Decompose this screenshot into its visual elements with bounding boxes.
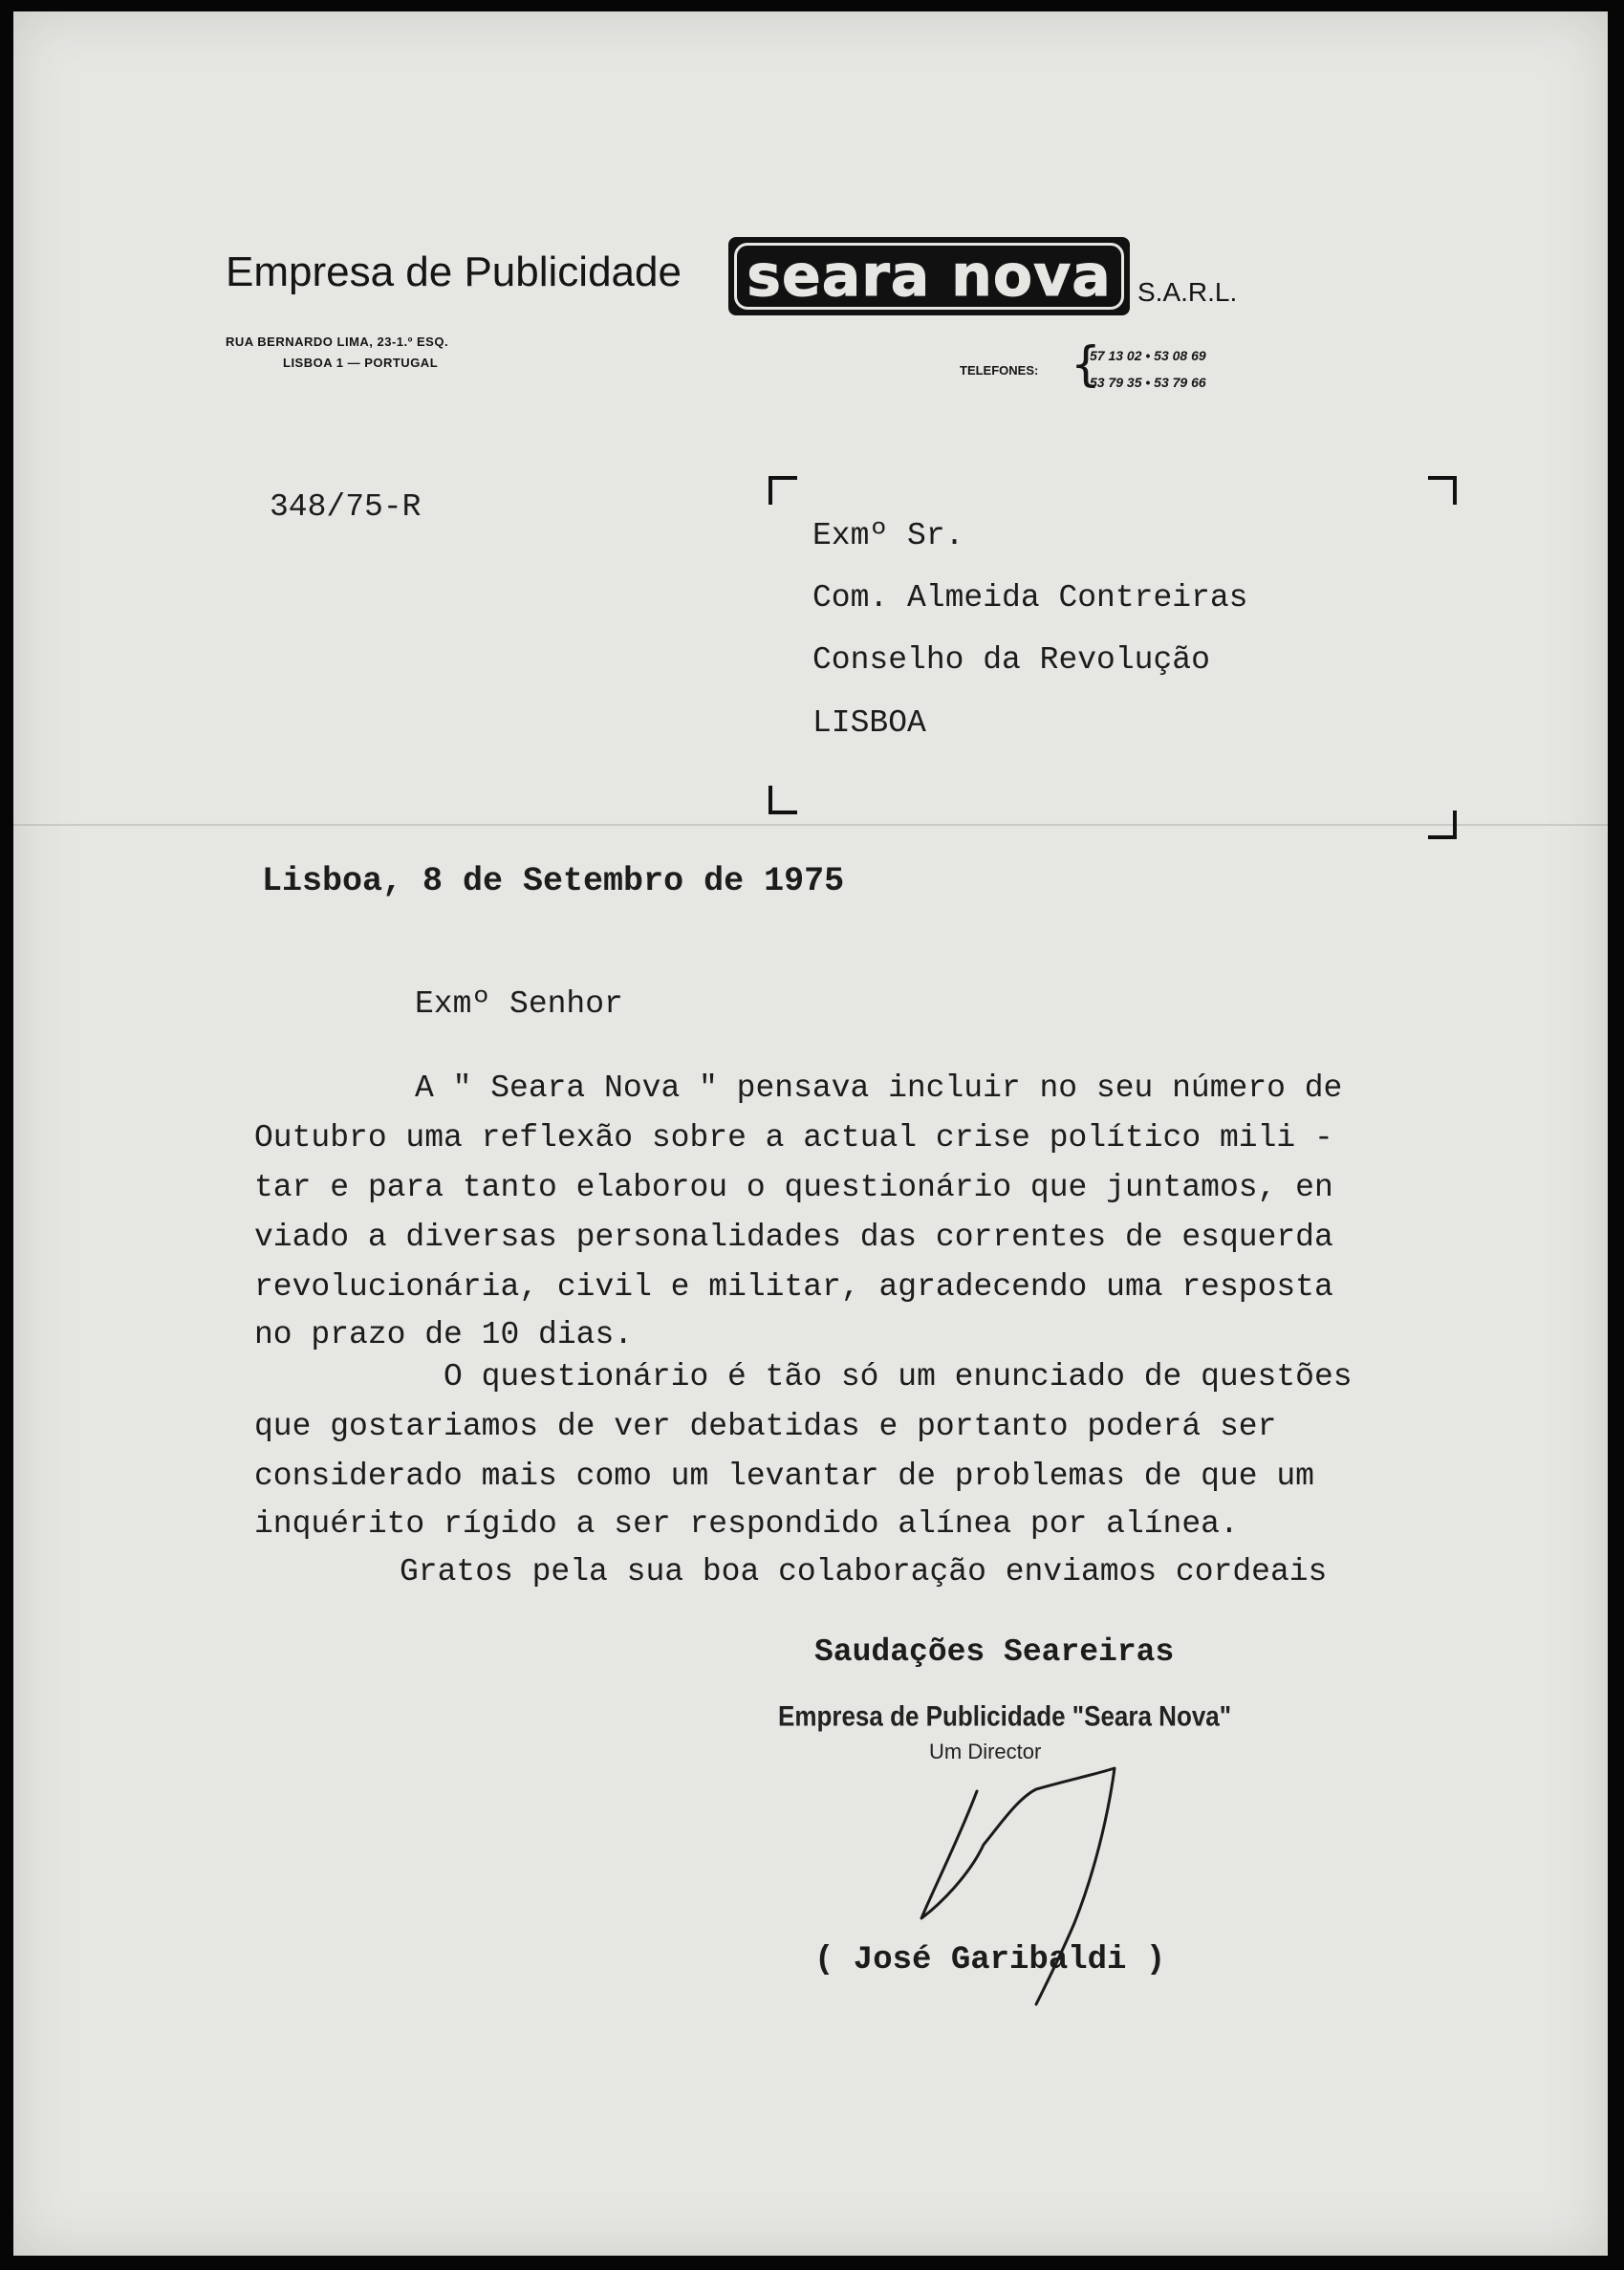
- body-line-1: A " Seara Nova " pensava incluir no seu número de: [415, 1070, 1343, 1106]
- logo-text: seara nova: [734, 243, 1123, 310]
- body-line-5: revolucionária, civil e militar, agradecendo uma resposta: [254, 1269, 1333, 1305]
- company-name: Empresa de Publicidade: [226, 249, 682, 295]
- body-line-6: no prazo de 10 dias.: [254, 1317, 634, 1352]
- body-line-3: tar e para tanto elaborou o questionário que juntamos, en: [254, 1170, 1333, 1205]
- body-line-11: Gratos pela sua boa colaboração enviamos cordeais: [400, 1554, 1328, 1589]
- address-line-2: LISBOA 1 — PORTUGAL: [283, 356, 439, 370]
- recipient-line-1: Exmº Sr.: [812, 518, 964, 553]
- window-corner-top-left: [769, 476, 797, 505]
- salutation: Exmº Senhor: [415, 986, 623, 1022]
- body-line-9: considerado mais como um levantar de problemas de que um: [254, 1459, 1314, 1494]
- window-corner-bottom-left: [769, 786, 797, 814]
- letter-date: Lisboa, 8 de Setembro de 1975: [262, 862, 845, 900]
- body-line-8: que gostariamos de ver debatidas e portanto poderá ser: [254, 1409, 1277, 1444]
- signer-name: ( José Garibaldi ): [814, 1942, 1166, 1978]
- window-corner-bottom-right: [1428, 811, 1457, 839]
- recipient-line-3: Conselho da Revolução: [812, 642, 1210, 678]
- reference-number: 348/75-R: [270, 489, 422, 525]
- recipient-line-4: LISBOA: [812, 705, 926, 741]
- paper-fold-line: [13, 824, 1608, 826]
- company-stamp-line-2: Um Director: [929, 1740, 1042, 1763]
- address-line-1: RUA BERNARDO LIMA, 23-1.º ESQ.: [226, 335, 449, 349]
- company-stamp-line-1: Empresa de Publicidade "Seara Nova": [778, 1698, 1232, 1733]
- seara-nova-logo: [728, 237, 1130, 315]
- company-suffix: S.A.R.L.: [1137, 277, 1238, 307]
- phones-label: TELEFONES:: [960, 363, 1039, 378]
- phones-brace: {: [1071, 336, 1101, 392]
- body-line-2: Outubro uma reflexão sobre a actual crise político mili -: [254, 1120, 1333, 1156]
- phones-line-2: 53 79 35 • 53 79 66: [1090, 375, 1206, 390]
- window-corner-top-right: [1428, 476, 1457, 505]
- body-line-4: viado a diversas personalidades das correntes de esquerda: [254, 1220, 1333, 1255]
- letter-page: [13, 11, 1608, 2256]
- recipient-line-2: Com. Almeida Contreiras: [812, 580, 1248, 616]
- body-line-10: inquérito rígido a ser respondido alínea por alínea.: [254, 1506, 1239, 1542]
- body-line-7: O questionário é tão só um enunciado de questões: [444, 1359, 1353, 1394]
- phones-line-1: 57 13 02 • 53 08 69: [1090, 348, 1206, 363]
- closing-greeting: Saudações Seareiras: [814, 1634, 1175, 1670]
